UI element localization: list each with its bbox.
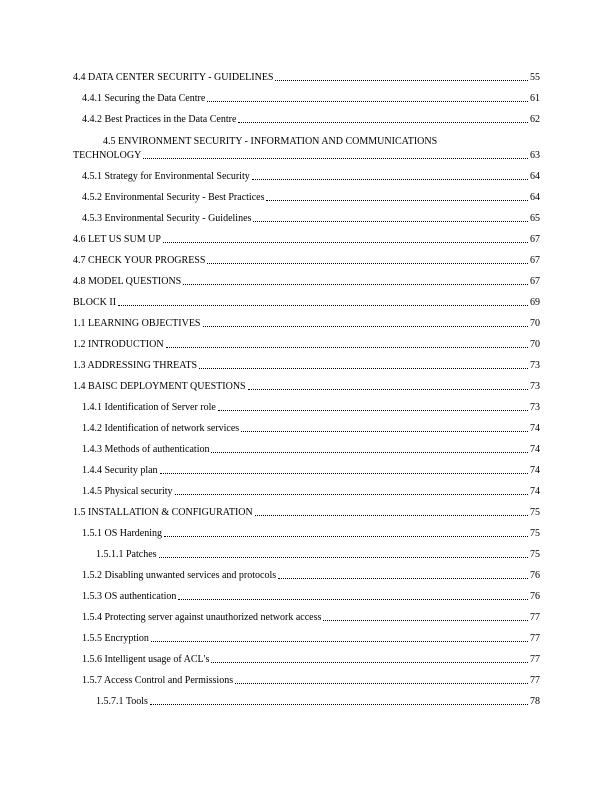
dot-leader	[183, 284, 528, 285]
toc-entry-label: 4.8 MODEL QUESTIONS	[73, 276, 182, 287]
dot-leader	[150, 704, 528, 705]
toc-entry-page: 69	[530, 297, 540, 308]
toc-entry-label: 1.4.3 Methods of authentication	[82, 444, 210, 455]
dot-leader	[323, 620, 528, 621]
toc-entry-label: 1.2 INTRODUCTION	[73, 339, 164, 350]
dot-leader	[266, 200, 528, 201]
toc-entry-page: 73	[530, 402, 540, 413]
toc-entry-page: 61	[530, 93, 540, 104]
toc-entry-page: 62	[530, 114, 540, 125]
toc-entry[interactable]	[73, 255, 540, 267]
toc-entry[interactable]	[82, 192, 540, 204]
toc-entry-page: 77	[530, 612, 540, 623]
toc-entry[interactable]	[73, 297, 540, 309]
toc-entry[interactable]	[82, 114, 540, 126]
dot-leader	[178, 599, 528, 600]
toc-entry-page: 64	[530, 171, 540, 182]
dot-leader	[275, 80, 528, 81]
toc-entry-label: 1.1 LEARNING OBJECTIVES	[73, 318, 201, 329]
dot-leader	[118, 305, 528, 306]
toc-entry-label: 1.4 BAISC DEPLOYMENT QUESTIONS	[73, 381, 246, 392]
toc-entry[interactable]	[82, 570, 540, 582]
toc-entry[interactable]	[73, 72, 540, 84]
toc-entry-label: TECHNOLOGY	[73, 150, 142, 161]
toc-entry-label: 1.5.7 Access Control and Permissions	[82, 675, 234, 686]
toc-entry-label: 1.5.4 Protecting server against unauthorized network access	[82, 612, 322, 623]
toc-entry-label: 4.6 LET US SUM UP	[73, 234, 161, 245]
toc-entry-page: 67	[530, 234, 540, 245]
toc-entry-label: 1.5 INSTALLATION & CONFIGURATION	[73, 507, 253, 518]
toc-entry[interactable]	[73, 360, 540, 372]
toc-entry[interactable]	[73, 318, 540, 330]
toc-entry-page: 73	[530, 360, 540, 371]
dot-leader	[235, 683, 528, 684]
toc-entry[interactable]	[82, 171, 540, 183]
toc-entry-label: 4.5.3 Environmental Security - Guidelines	[82, 213, 252, 224]
dot-leader	[143, 158, 528, 159]
toc-entry-page: 76	[530, 570, 540, 581]
dot-leader	[248, 389, 528, 390]
dot-leader	[159, 557, 528, 558]
toc-entry-label: 4.4.1 Securing the Data Centre	[82, 93, 206, 104]
toc-entry[interactable]	[82, 444, 540, 456]
toc-entry[interactable]	[82, 93, 540, 105]
toc-entry-label: 1.5.1.1 Patches	[96, 549, 157, 560]
toc-entry-label-line1: 4.5 ENVIRONMENT SECURITY - INFORMATION AND COMMUNICATIONS	[103, 136, 438, 147]
dot-leader	[163, 242, 528, 243]
toc-entry[interactable]	[82, 591, 540, 603]
toc-entry[interactable]	[82, 654, 540, 666]
toc-entry-label: 1.5.7.1 Tools	[96, 696, 148, 707]
toc-entry-page: 74	[530, 486, 540, 497]
toc-entry-page: 73	[530, 381, 540, 392]
toc-entry-page: 67	[530, 276, 540, 287]
toc-entry-page: 74	[530, 444, 540, 455]
toc-entry-page: 75	[530, 507, 540, 518]
toc-entry-label: 4.7 CHECK YOUR PROGRESS	[73, 255, 206, 266]
toc-entry[interactable]	[96, 696, 540, 708]
dot-leader	[238, 122, 528, 123]
toc-entry[interactable]	[96, 549, 540, 561]
toc-entry-label: 1.4.2 Identification of network services	[82, 423, 240, 434]
toc-entry-page: 67	[530, 255, 540, 266]
toc-entry-label: 1.5.5 Encryption	[82, 633, 149, 644]
dot-leader	[253, 221, 528, 222]
toc-entry-page: 55	[530, 72, 540, 83]
toc-entry[interactable]	[82, 612, 540, 624]
toc-entry[interactable]	[82, 423, 540, 435]
toc-entry-label: 4.5.1 Strategy for Environmental Security	[82, 171, 250, 182]
dot-leader	[160, 473, 528, 474]
toc-entry[interactable]	[82, 213, 540, 225]
toc-entry[interactable]	[82, 528, 540, 540]
toc-entry[interactable]	[82, 465, 540, 477]
toc-entry-page: 77	[530, 633, 540, 644]
toc-entry[interactable]	[82, 486, 540, 498]
dot-leader	[211, 452, 528, 453]
toc-entry-page: 76	[530, 591, 540, 602]
toc-entry[interactable]	[73, 150, 540, 162]
dot-leader	[203, 326, 529, 327]
dot-leader	[166, 347, 528, 348]
toc-entry-label: 1.4.4 Security plan	[82, 465, 158, 476]
toc-entry-label: 1.4.5 Physical security	[82, 486, 173, 497]
toc-entry-label: 1.3 ADDRESSING THREATS	[73, 360, 197, 371]
toc-entry-page: 70	[530, 339, 540, 350]
dot-leader	[164, 536, 528, 537]
toc-entry[interactable]	[82, 633, 540, 645]
toc-entry-page: 74	[530, 423, 540, 434]
toc-entry-label: BLOCK II	[73, 297, 117, 308]
toc-entry-label: 1.5.1 OS Hardening	[82, 528, 162, 539]
toc-entry[interactable]	[82, 675, 540, 687]
dot-leader	[278, 578, 528, 579]
toc-entry-page: 77	[530, 654, 540, 665]
toc-entry-page: 75	[530, 549, 540, 560]
toc-entry-page: 64	[530, 192, 540, 203]
toc-entry-label: 1.5.2 Disabling unwanted services and protocols	[82, 570, 277, 581]
toc-entry[interactable]	[73, 339, 540, 351]
dot-leader	[241, 431, 528, 432]
dot-leader	[218, 410, 528, 411]
toc-entry-page: 74	[530, 465, 540, 476]
dot-leader	[255, 515, 528, 516]
toc-entry-page: 65	[530, 213, 540, 224]
toc-entry[interactable]	[73, 381, 540, 393]
toc-entry[interactable]	[82, 402, 540, 414]
toc-entry-page: 75	[530, 528, 540, 539]
dot-leader	[199, 368, 528, 369]
toc-entry-page: 70	[530, 318, 540, 329]
dot-leader	[151, 641, 528, 642]
toc-entry-label: 4.4.2 Best Practices in the Data Centre	[82, 114, 237, 125]
toc-entry[interactable]	[73, 276, 540, 288]
toc-entry-page: 77	[530, 675, 540, 686]
dot-leader	[207, 101, 528, 102]
dot-leader	[252, 179, 528, 180]
toc-entry-label: 1.5.6 Intelligent usage of ACL's	[82, 654, 210, 665]
dot-leader	[175, 494, 528, 495]
toc-entry-page: 63	[530, 150, 540, 161]
toc-entry[interactable]	[73, 234, 540, 246]
toc-entry-page: 78	[530, 696, 540, 707]
toc-entry-label: 1.4.1 Identification of Server role	[82, 402, 216, 413]
toc-entry-label: 4.4 DATA CENTER SECURITY - GUIDELINES	[73, 72, 274, 83]
toc-entry-label: 4.5.2 Environmental Security - Best Practices	[82, 192, 265, 203]
dot-leader	[207, 263, 528, 264]
toc-entry-label: 1.5.3 OS authentication	[82, 591, 177, 602]
dot-leader	[211, 662, 528, 663]
toc-entry[interactable]	[73, 507, 540, 519]
